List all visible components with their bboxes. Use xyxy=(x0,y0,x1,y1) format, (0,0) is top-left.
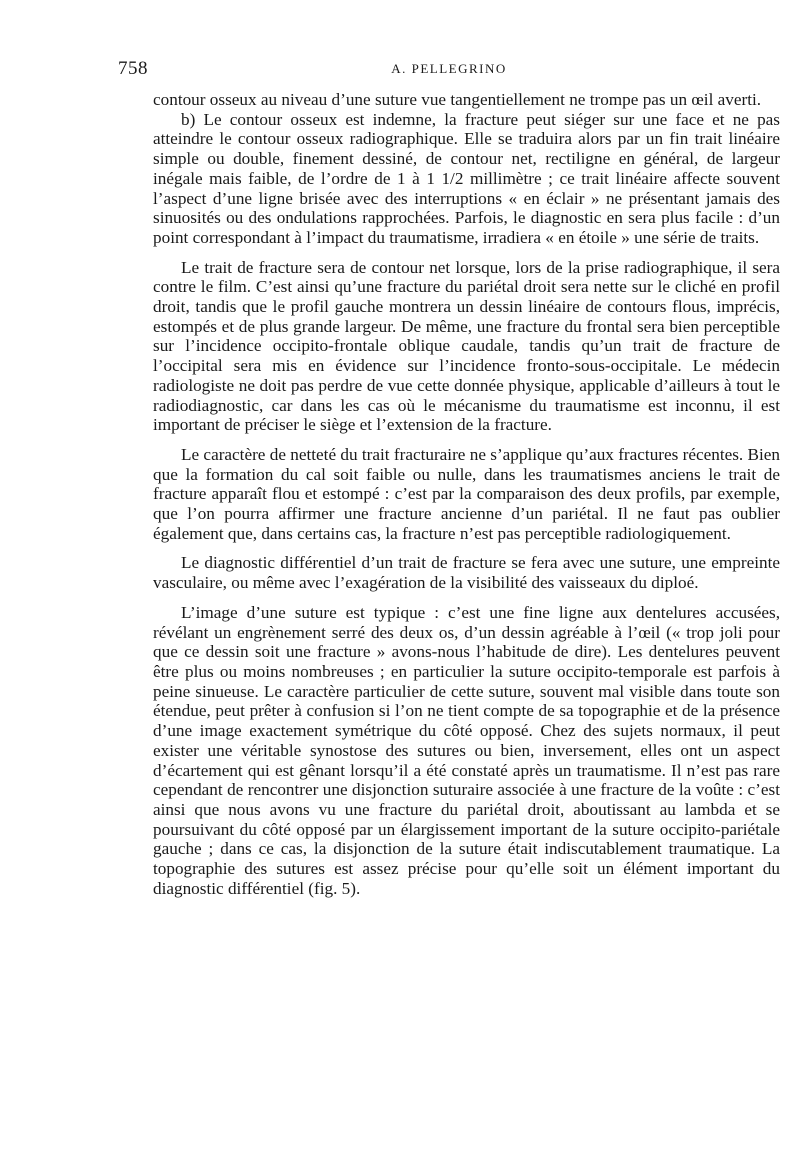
paragraph: contour osseux au niveau d’une suture vue tangentiellement ne trompe pas un œil averti. xyxy=(153,90,762,109)
running-head: A. PELLEGRINO xyxy=(391,61,507,76)
paragraph: Le caractère de netteté du trait fracturaire ne s’applique qu’aux fractures récentes. Bien que la formation du cal soit faible ou nulle, dans les traumatismes anciens le trait de fracture apparaît flou et estompé : c’est par la comparaison des deux profils, par exemple, que l’on pourra affirmer une fracture ancienne d’un pariétal. Il ne faut pas oublier également que, dans certains cas, la fracture n’est pas perceptible radiologiquement. xyxy=(153,444,780,543)
paragraph: L’image d’une suture est typique : c’est une fine ligne aux dentelures accusées, révélant un engrènement serré des deux os, d’un dessin agréable à l’œil (« trop joli pour que ce dessin soit une fracture » avons-nous l’habitude de dire). Les dentelures peuvent être plus ou moins nombreuses ; en particulier la suture occipito-temporale est parfois à peine sinueuse. Le caractère particulier de cette suture, souvent mal visible dans toute son étendue, peut prêter à confusion si l’on ne tient compte de sa topographie et de la présence d’une image exactement symétrique du côté opposé. Chez des sujets normaux, il peut exister une véritable synostose des sutures ou bien, inversement, elles ont un aspect d’écartement qui est gênant lorsqu’il a été constaté après un traumatisme. Il n’est pas rare cependant de rencontrer une disjonction suturaire associée à une fracture de la voûte : c’est ainsi que nous avons vu une fracture du pariétal droit, aboutissant au lambda et se poursuivant du côté opposé par un élargissement important de la suture occipito-pariétale gauche ; dans ce cas, la disjonction de la suture était indiscutablement traumatique. La topographie des sutures est assez précise pour qu’elle soit un élément important du diagnostic différentiel (fig. 5). xyxy=(153,602,780,898)
body-text xyxy=(153,90,780,898)
page-header xyxy=(118,58,780,82)
paragraph: Le diagnostic différentiel d’un trait de fracture se fera avec une suture, une empreinte vasculaire, ou même avec l’exagération de la visibilité des vaisseaux du diploé. xyxy=(153,553,780,593)
paragraph: Le trait de fracture sera de contour net lorsque, lors de la prise radiographique, il sera contre le film. C’est ainsi qu’une fracture du pariétal droit sera nette sur le cliché en profil droit, tandis que le profil gauche montrera un dessin linéaire de contours flous, imprécis, estompés et de plus grande largeur. De même, une fracture du frontal sera bien perceptible sur l’incidence occipito-frontale oblique caudale, tandis qu’un trait de fracture de l’occipital sera mis en évidence sur l’incidence fronto-sous-occipitale. Le médecin radiologiste ne doit pas perdre de vue cette donnée physique, applicable d’ailleurs à tout le radiodiagnostic, car dans les cas où le mécanisme du traumatisme est inconnu, il est important de préciser le siège et l’extension de la fracture. xyxy=(153,257,780,435)
paragraph: b) Le contour osseux est indemne, la fracture peut siéger sur une face et ne pas atteindre le contour osseux radiographique. Elle se traduira alors par un fin trait linéaire simple ou double, finement dessiné, de contour net, rectiligne en général, de largeur inégale mais faible, de l’ordre de 1 à 1 1/2 millimètre ; ce trait linéaire affecte souvent l’aspect d’une ligne brisée avec des interruptions « en éclair » ne présentant jamais des sinuosités ou des ondulations rapprochées. Parfois, le diagnostic en sera plus facile : d’un point correspondant à l’impact du traumatisme, irradiera « en étoile » une série de traits. xyxy=(153,109,780,247)
page-number: 758 xyxy=(118,58,148,79)
